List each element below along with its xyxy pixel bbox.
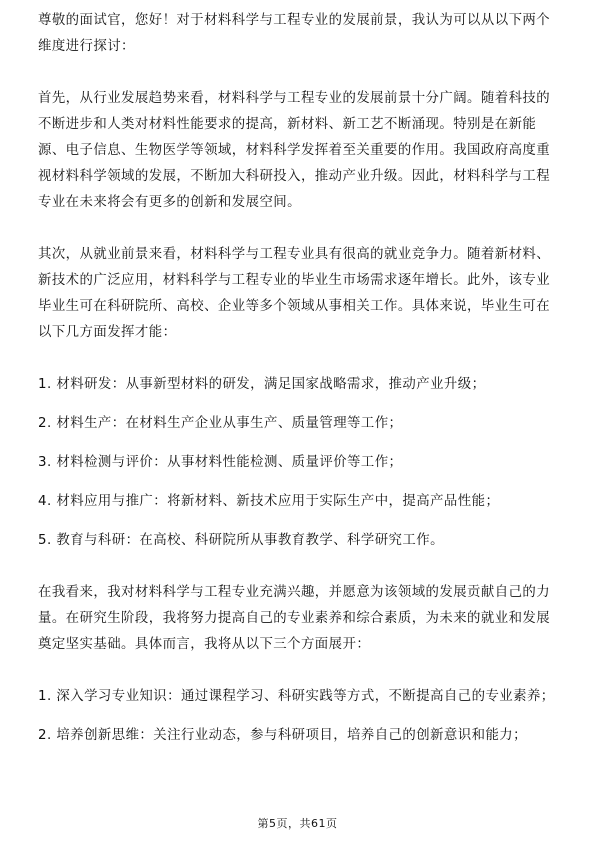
page-number-footer: 第5页，共61页: [257, 817, 338, 830]
employment-paragraph: 其次，从就业前景来看，材料科学与工程专业具有很高的就业竞争力。随着新材料、新技术的广泛应用，材料科学与工程专业的毕业生市场需求逐年增长。此外，该专业毕业生可在科研院所、高校、企业等多个领域从事相关工作。具体来说，毕业生可在以下几方面发挥才能：: [38, 247, 551, 340]
list-item: 4. 材料应用与推广：将新材料、新技术应用于实际生产中，提高产品性能；: [38, 494, 500, 509]
intro-paragraph: 尊敬的面试官，您好！对于材料科学与工程专业的发展前景，我认为可以从以下两个维度进行探讨：: [38, 13, 551, 54]
industry-paragraph: 首先，从行业发展趋势来看，材料科学与工程专业的发展前景十分广阔。随着科技的不断进步和人类对材料性能要求的提高，新材料、新工艺不断涌现。特别是在新能源、电子信息、生物医学等领域，材料科学发挥着至关重要的作用。我国政府高度重视材料科学领域的发展，不断加大科研投入，推动产业升级。因此，材料科学与工程专业在未来将会有更多的创新和发展空间。: [38, 91, 551, 210]
career-list: [38, 372, 562, 554]
paragraph-spacer: [38, 346, 562, 372]
list-item: 2. 材料生产：在材料生产企业从事生产、质量管理等工作；: [38, 416, 403, 431]
paragraph-spacer: [38, 60, 562, 86]
document-body: [38, 8, 562, 749]
personal-paragraph: 在我看来，我对材料科学与工程专业充满兴趣，并愿意为该领域的发展贡献自己的力量。在研究生阶段，我将努力提高自己的专业素养和综合素质，为未来的就业和发展奠定坚实基础。具体而言，我将从以下三个方面展开：: [38, 585, 551, 652]
plan-list: [38, 684, 562, 749]
list-item: 1. 深入学习专业知识：通过课程学习、科研实践等方式，不断提高自己的专业素养；: [38, 689, 555, 704]
paragraph-spacer: [38, 554, 562, 580]
paragraph-spacer: [38, 658, 562, 684]
list-item: 2. 培养创新思维：关注行业动态，参与科研项目，培养自己的创新意识和能力；: [38, 728, 527, 743]
list-item: 5. 教育与科研：在高校、科研院所从事教育教学、科学研究工作。: [38, 533, 444, 548]
list-item: 3. 材料检测与评价：从事材料性能检测、质量评价等工作；: [38, 455, 403, 470]
paragraph-spacer: [38, 216, 562, 242]
list-item: 1. 材料研发：从事新型材料的研发，满足国家战略需求，推动产业升级；: [38, 377, 486, 392]
